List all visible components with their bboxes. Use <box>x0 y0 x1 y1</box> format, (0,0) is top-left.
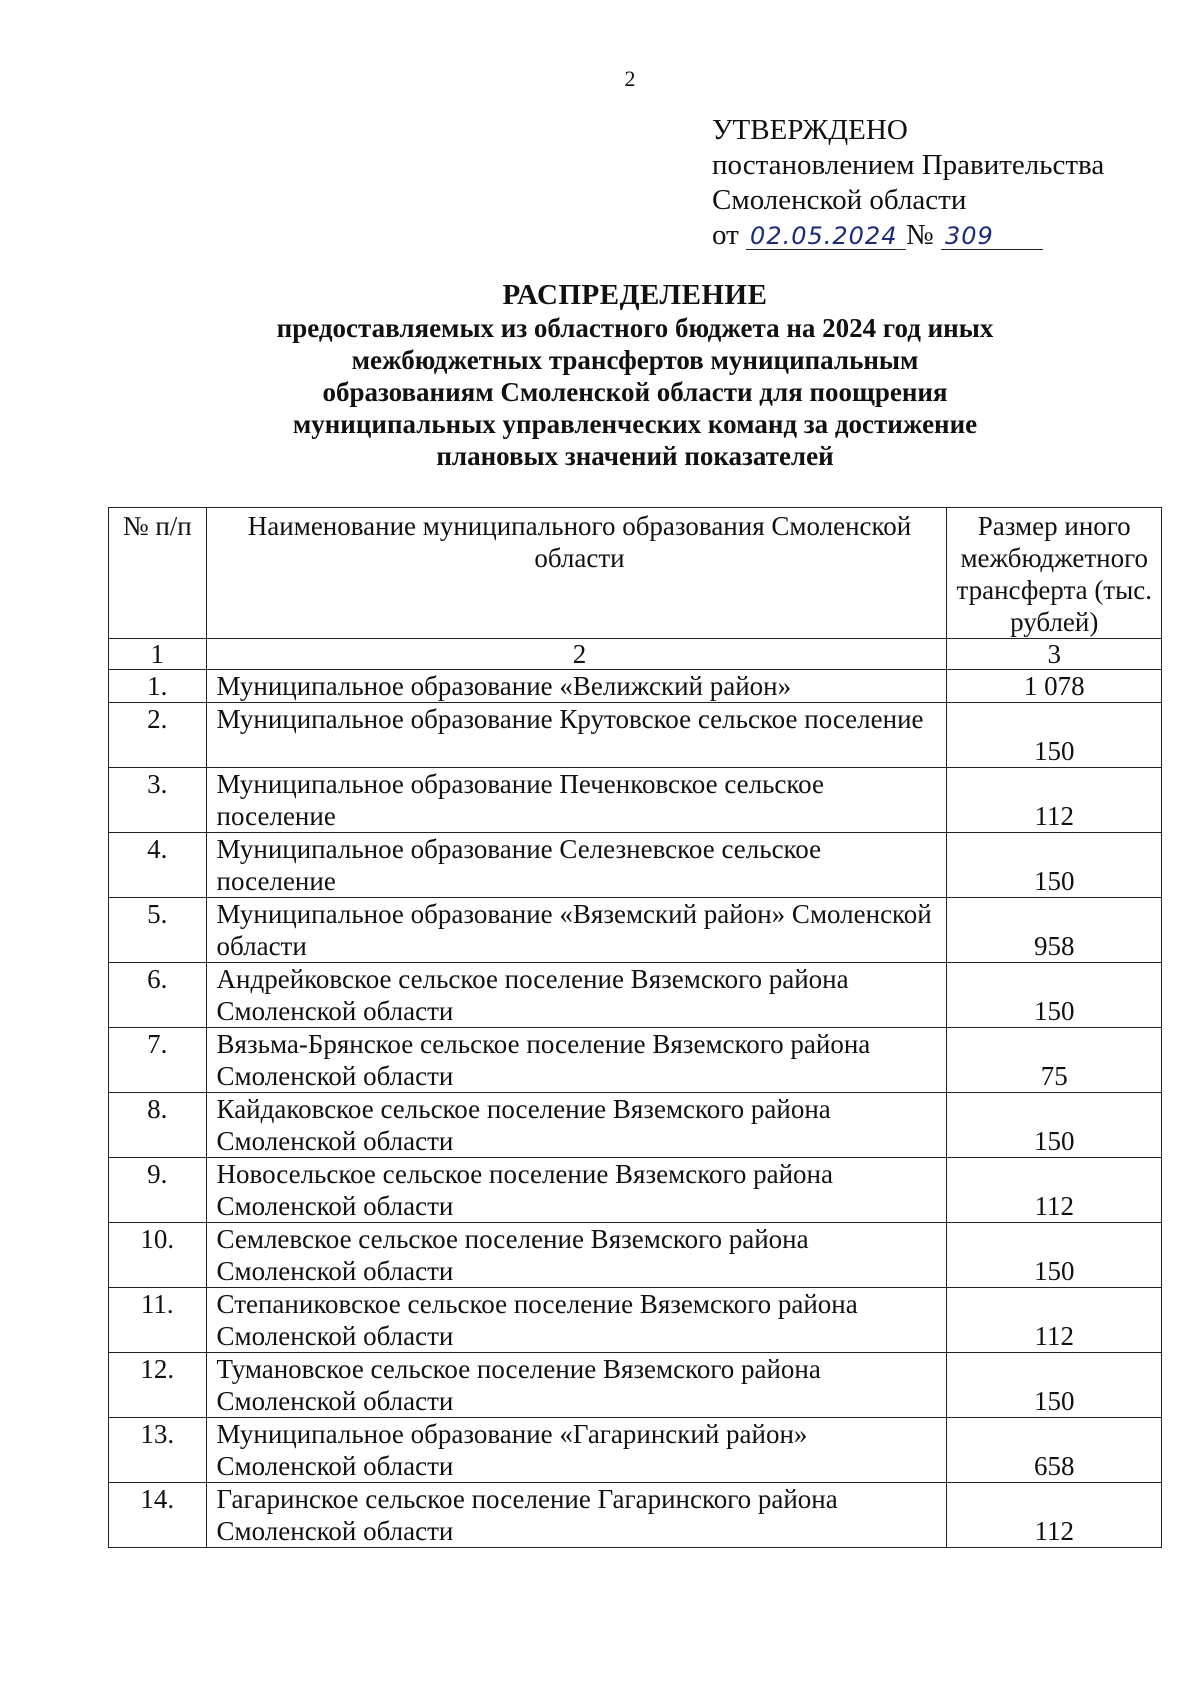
table-row <box>109 833 1162 898</box>
row-number: 11. <box>109 1288 207 1353</box>
row-number: 5. <box>109 898 207 963</box>
table-row <box>109 1093 1162 1158</box>
page-number: 2 <box>624 66 636 91</box>
header-size: Размер иного межбюджетного трансферта (тыс. рублей) <box>947 508 1162 639</box>
number-label: № <box>906 219 934 251</box>
row-value: 958 <box>947 898 1162 963</box>
table-row <box>109 670 1162 703</box>
table-row <box>109 768 1162 833</box>
row-name: Муниципальное образование Печенковское сельское поселение <box>206 768 947 833</box>
row-name: Степаниковское сельское поселение Вяземского района Смоленской области <box>206 1288 947 1353</box>
header-num: № п/п <box>109 508 207 639</box>
row-value: 112 <box>947 1483 1162 1548</box>
approval-line-2: Смоленской области <box>712 184 967 216</box>
row-value: 658 <box>947 1418 1162 1483</box>
table-row <box>109 963 1162 1028</box>
from-label: от <box>712 219 739 251</box>
header-name: Наименование муниципального образования Смоленской области <box>206 508 947 639</box>
row-value: 150 <box>947 1093 1162 1158</box>
row-name: Андрейковское сельское поселение Вяземского района Смоленской области <box>206 963 947 1028</box>
row-name: Гагаринское сельское поселение Гагаринского района Смоленской области <box>206 1483 947 1548</box>
row-name: Тумановское сельское поселение Вяземского района Смоленской области <box>206 1353 947 1418</box>
table-row <box>109 1223 1162 1288</box>
approval-stamp <box>712 113 1104 253</box>
index-cell: 3 <box>947 639 1162 670</box>
approval-heading: УТВЕРЖДЕНО <box>712 114 908 146</box>
document-title <box>190 278 1080 472</box>
row-name: Муниципальное образование Селезневское сельское поселение <box>206 833 947 898</box>
handwritten-date: 02.05.2024 <box>746 223 906 250</box>
approval-line-1: постановлением Правительства <box>712 149 1105 181</box>
row-number: 14. <box>109 1483 207 1548</box>
row-name: Вязьма-Брянское сельское поселение Вяземского района Смоленской области <box>206 1028 947 1093</box>
row-value: 150 <box>947 1223 1162 1288</box>
row-value: 150 <box>947 963 1162 1028</box>
table-row <box>109 1418 1162 1483</box>
row-value: 150 <box>947 703 1162 768</box>
table-row <box>109 1353 1162 1418</box>
row-value: 150 <box>947 833 1162 898</box>
row-value: 112 <box>947 1158 1162 1223</box>
row-name: Муниципальное образование Крутовское сельское поселение <box>206 703 947 768</box>
row-value: 150 <box>947 1353 1162 1418</box>
table-row <box>109 703 1162 768</box>
table-row <box>109 1158 1162 1223</box>
table-row <box>109 1288 1162 1353</box>
row-number: 3. <box>109 768 207 833</box>
index-cell: 1 <box>109 639 207 670</box>
row-name: Семлевское сельское поселение Вяземского района Смоленской области <box>206 1223 947 1288</box>
index-cell: 2 <box>206 639 947 670</box>
table-row <box>109 898 1162 963</box>
row-name: Новосельское сельское поселение Вяземского района Смоленской области <box>206 1158 947 1223</box>
table-header-row <box>109 508 1162 639</box>
row-value: 112 <box>947 768 1162 833</box>
row-name: Кайдаковское сельское поселение Вяземского района Смоленской области <box>206 1093 947 1158</box>
row-number: 13. <box>109 1418 207 1483</box>
table-index-row <box>109 639 1162 670</box>
row-number: 6. <box>109 963 207 1028</box>
row-number: 2. <box>109 703 207 768</box>
title-subtitle: предоставляемых из областного бюджета на 2024 год иных межбюджетных трансфертов муниципальным образованиям Смоленской области для поощрения муниципальных управленческих команд за достижение плановых значений показателей <box>276 313 994 471</box>
table-row <box>109 1028 1162 1093</box>
handwritten-number: 309 <box>941 223 1043 250</box>
title-main: РАСПРЕДЕЛЕНИЕ <box>502 279 768 311</box>
table-row <box>109 1483 1162 1548</box>
row-number: 10. <box>109 1223 207 1288</box>
row-number: 7. <box>109 1028 207 1093</box>
row-name: Муниципальное образование «Гагаринский район» Смоленской области <box>206 1418 947 1483</box>
row-name: Муниципальное образование «Велижский район» <box>206 670 947 703</box>
row-value: 1 078 <box>947 670 1162 703</box>
row-number: 9. <box>109 1158 207 1223</box>
row-value: 75 <box>947 1028 1162 1093</box>
row-number: 4. <box>109 833 207 898</box>
row-value: 112 <box>947 1288 1162 1353</box>
row-name: Муниципальное образование «Вяземский район» Смоленской области <box>206 898 947 963</box>
distribution-table <box>108 507 1162 1548</box>
row-number: 1. <box>109 670 207 703</box>
row-number: 8. <box>109 1093 207 1158</box>
row-number: 12. <box>109 1353 207 1418</box>
approval-date-line <box>712 218 1104 253</box>
